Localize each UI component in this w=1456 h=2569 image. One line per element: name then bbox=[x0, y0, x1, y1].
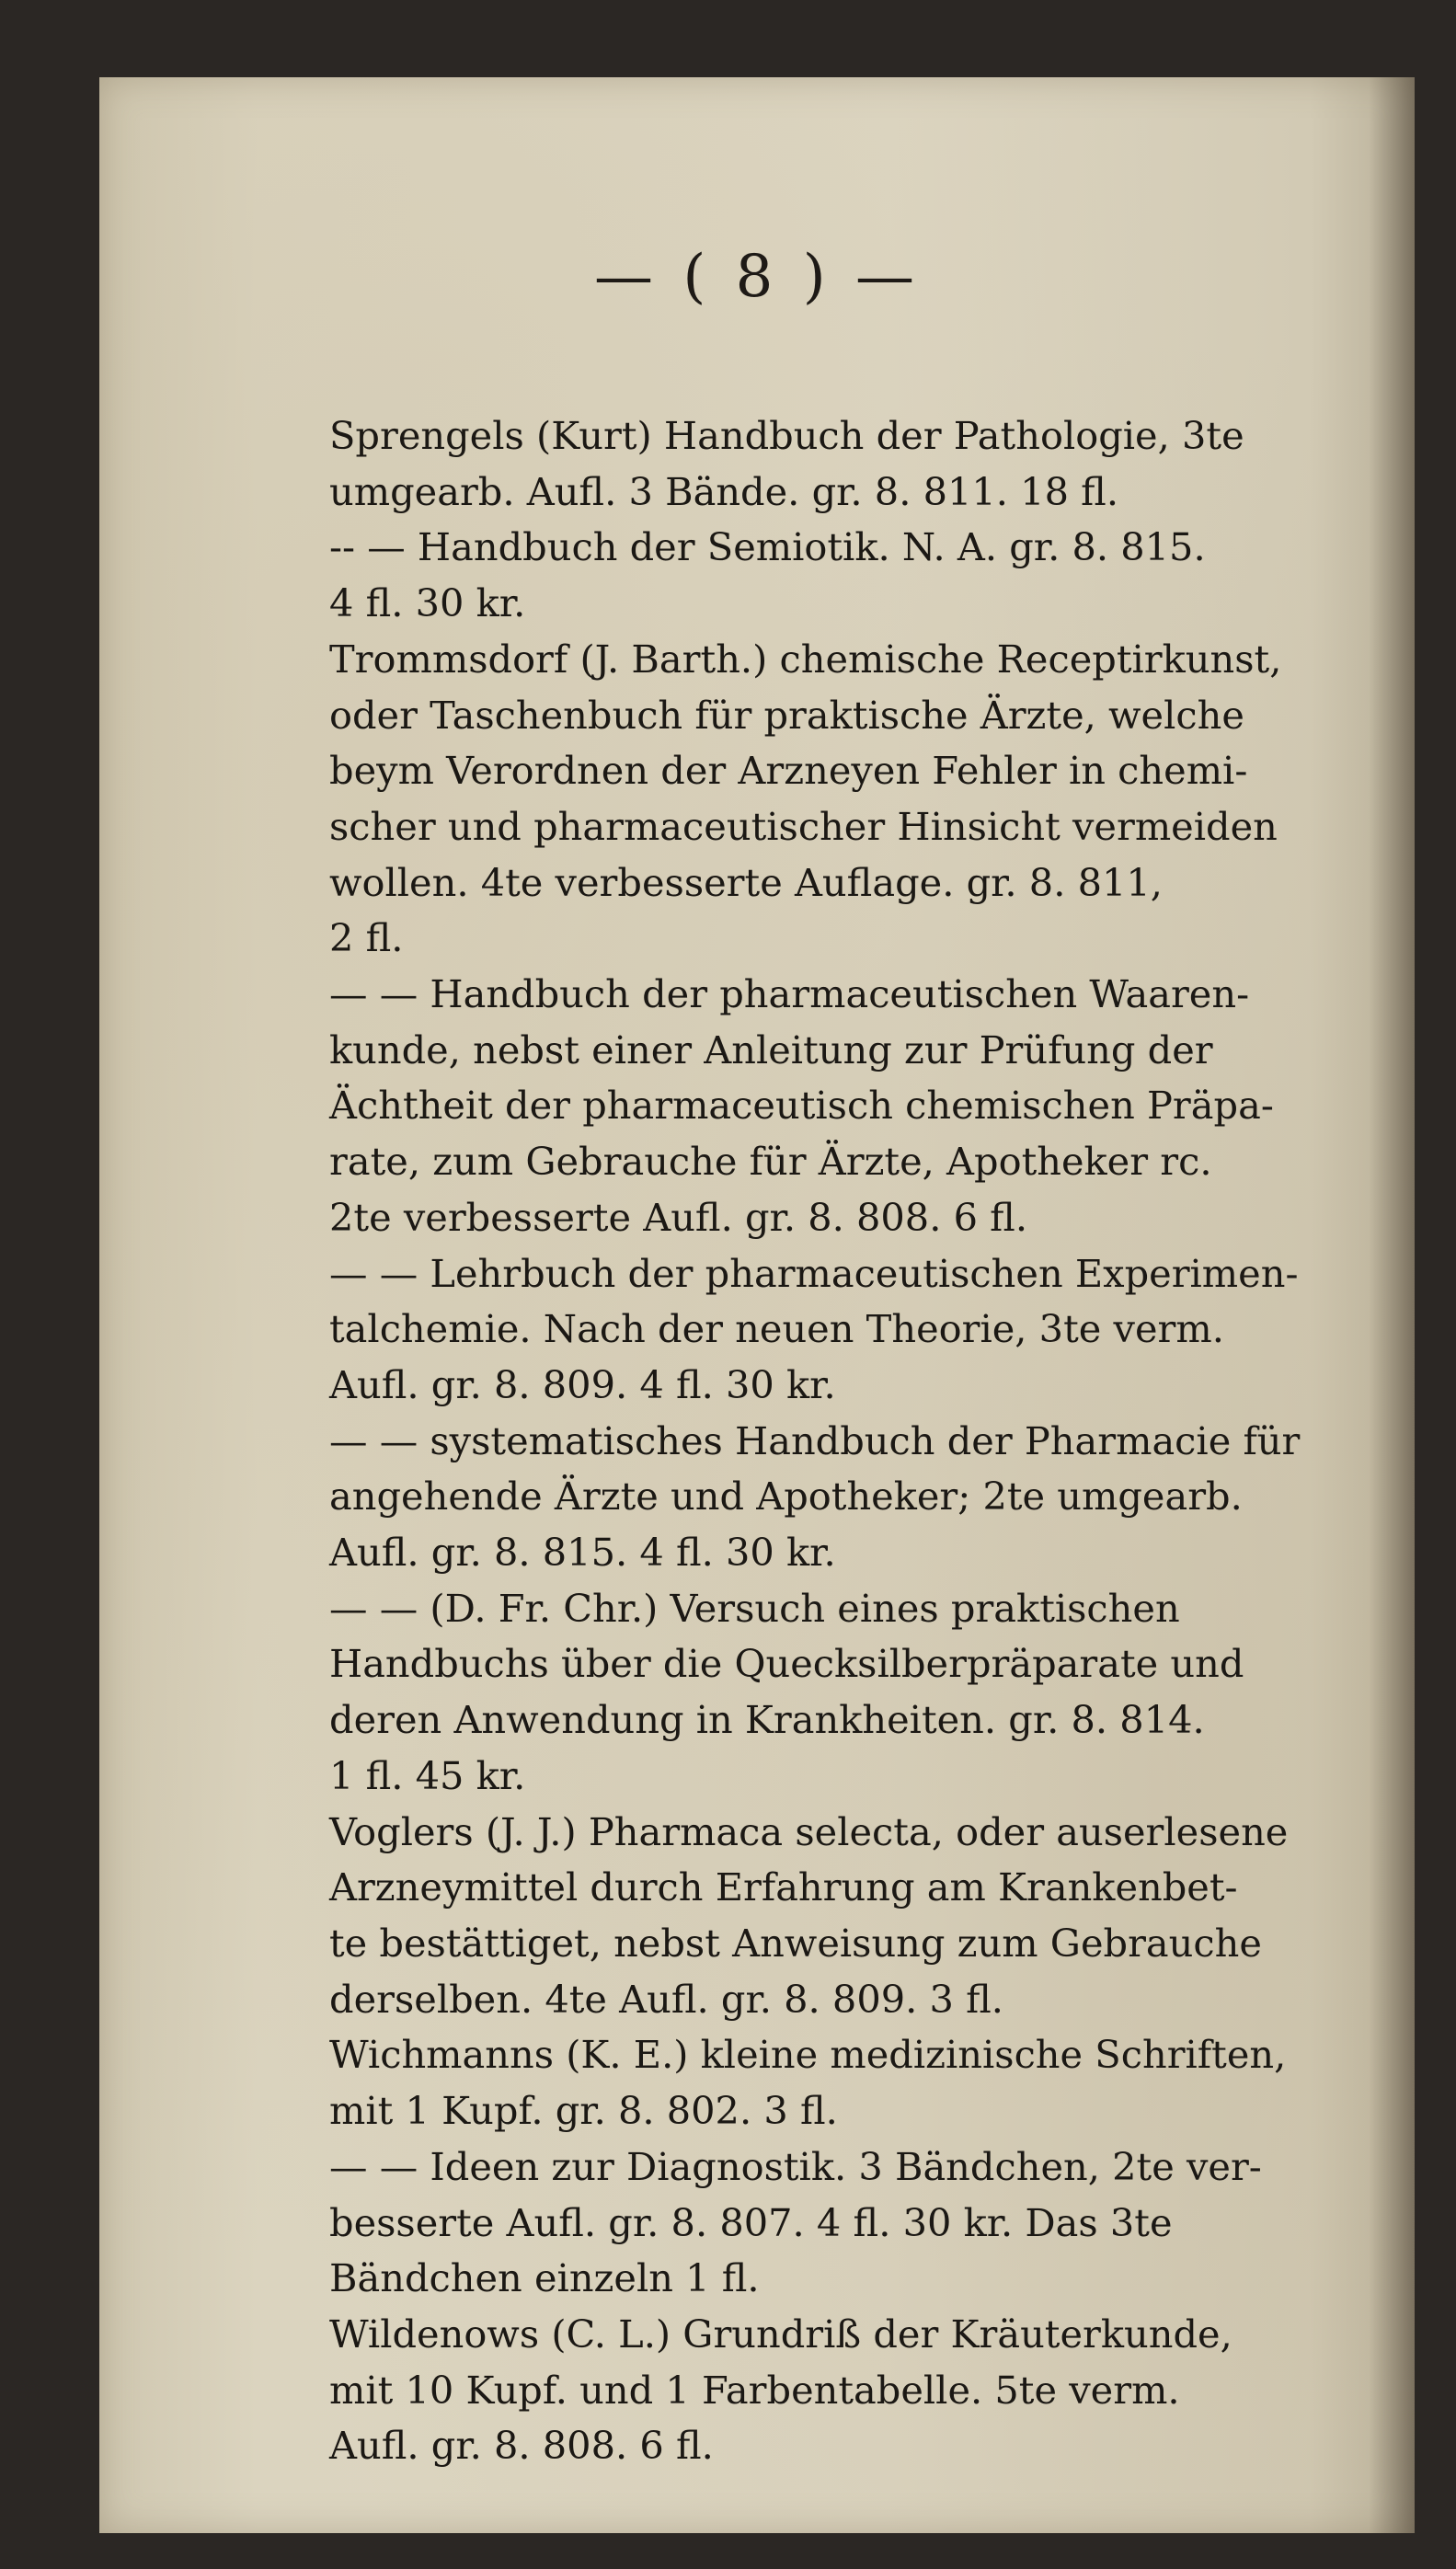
catalog-entry bbox=[329, 1246, 1433, 1414]
entry-line: Aufl. gr. 8. 808. 6 fl. bbox=[329, 2423, 714, 2469]
entry-line: Aufl. gr. 8. 809. 4 fl. 30 kr. bbox=[329, 1361, 836, 1407]
entry-line: derselben. 4te Aufl. gr. 8. 809. 3 fl. bbox=[329, 1976, 1003, 2022]
entry-line: Aufl. gr. 8. 815. 4 fl. 30 kr. bbox=[329, 1530, 836, 1576]
catalog-entry bbox=[329, 408, 1433, 520]
entry-line: 1 fl. 45 kr. bbox=[329, 1752, 526, 1798]
catalog-entry bbox=[329, 1805, 1433, 2028]
entry-line: — — Ideen zur Diagnostik. 3 Bändchen, 2te ver- bbox=[329, 2143, 1262, 2189]
entry-line: 4 fl. 30 kr. bbox=[329, 580, 526, 626]
catalog-entry bbox=[329, 2139, 1433, 2307]
entry-line: — — Handbuch der pharmaceutischen Waaren- bbox=[329, 971, 1250, 1017]
entry-line: 2 fl. bbox=[329, 915, 404, 961]
catalog-entry bbox=[329, 1581, 1433, 1805]
entry-line: beym Verordnen der Arzneyen Fehler in chemi- bbox=[329, 748, 1248, 794]
entry-line: umgearb. Aufl. 3 Bände. gr. 8. 811. 18 fl. bbox=[329, 468, 1119, 514]
entry-line: te bestättiget, nebst Anweisung zum Gebrauche bbox=[329, 1920, 1262, 1966]
catalog-entry bbox=[329, 2027, 1433, 2139]
catalog-entry bbox=[329, 967, 1433, 1246]
entry-line: Wildenows (C. L.) Grundriß der Kräuterkunde, bbox=[329, 2311, 1232, 2357]
entry-line: deren Anwendung in Krankheiten. gr. 8. 814. bbox=[329, 1697, 1205, 1743]
entry-line: talchemie. Nach der neuen Theorie, 3te verm. bbox=[329, 1306, 1224, 1352]
entry-line: Arzneymittel durch Erfahrung am Krankenbet- bbox=[329, 1864, 1238, 1910]
entry-line: rate, zum Gebrauche für Ärzte, Apotheker rc. bbox=[329, 1139, 1212, 1185]
entry-line: wollen. 4te verbesserte Auflage. gr. 8. 811, bbox=[329, 859, 1163, 905]
entry-line: besserte Aufl. gr. 8. 807. 4 fl. 30 kr. Das 3te bbox=[329, 2199, 1173, 2245]
catalog-entry bbox=[329, 520, 1433, 631]
entry-line: mit 10 Kupf. und 1 Farbentabelle. 5te verm. bbox=[329, 2367, 1180, 2413]
book-page bbox=[99, 77, 1415, 2533]
catalog-entry bbox=[329, 632, 1433, 967]
entry-line: mit 1 Kupf. gr. 8. 802. 3 fl. bbox=[329, 2088, 838, 2134]
entry-line: — — (D. Fr. Chr.) Versuch eines praktischen bbox=[329, 1585, 1180, 1631]
page-number: — ( 8 ) — bbox=[593, 243, 921, 311]
catalog-entry bbox=[329, 1414, 1433, 1581]
catalog-entries bbox=[329, 408, 1433, 2474]
entry-line: angehende Ärzte und Apotheker; 2te umgearb. bbox=[329, 1474, 1243, 1520]
entry-line: Sprengels (Kurt) Handbuch der Pathologie, 3te bbox=[329, 413, 1244, 458]
entry-line: scher und pharmaceutischer Hinsicht vermeiden bbox=[329, 803, 1278, 849]
entry-line: Wichmanns (K. E.) kleine medizinische Schriften, bbox=[329, 2032, 1287, 2078]
entry-line: -- — Handbuch der Semiotik. N. A. gr. 8. 815. bbox=[329, 524, 1206, 570]
entry-line: Bändchen einzeln 1 fl. bbox=[329, 2255, 760, 2301]
catalog-entry bbox=[329, 2307, 1433, 2474]
entry-line: — — systematisches Handbuch der Pharmacie für bbox=[329, 1417, 1301, 1463]
entry-line: — — Lehrbuch der pharmaceutischen Experimen- bbox=[329, 1250, 1299, 1296]
entry-line: Handbuchs über die Quecksilberpräparate und bbox=[329, 1641, 1244, 1687]
entry-line: oder Taschenbuch für praktische Ärzte, welche bbox=[329, 692, 1244, 738]
entry-line: Ächtheit der pharmaceutisch chemischen Präpa- bbox=[329, 1083, 1274, 1129]
entry-line: Trommsdorf (J. Barth.) chemische Receptirkunst, bbox=[329, 636, 1282, 682]
entry-line: kunde, nebst einer Anleitung zur Prüfung der bbox=[329, 1026, 1213, 1072]
entry-line: Voglers (J. J.) Pharmaca selecta, oder auserlesene bbox=[329, 1808, 1289, 1854]
entry-line: 2te verbesserte Aufl. gr. 8. 808. 6 fl. bbox=[329, 1194, 1028, 1240]
